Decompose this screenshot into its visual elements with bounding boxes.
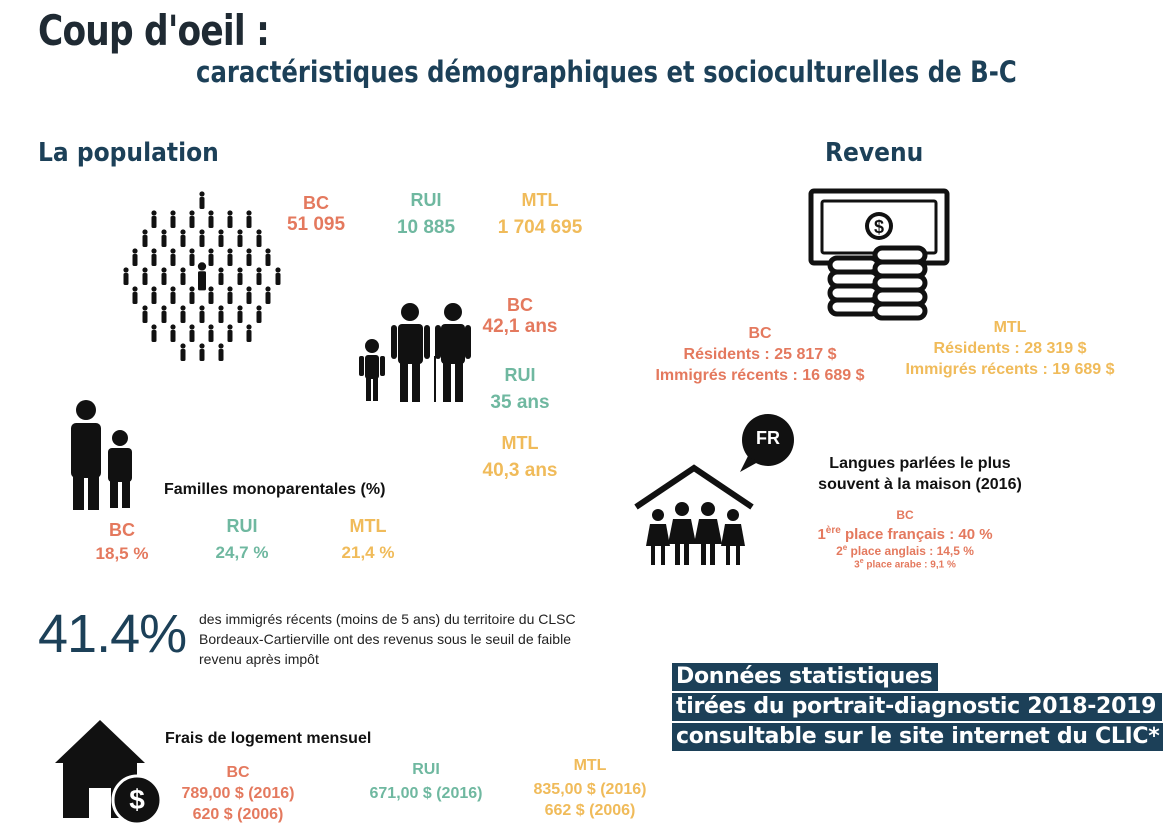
languages-bc-label: BC	[896, 508, 914, 522]
money-icon	[808, 188, 950, 328]
sp-bc-value: 18,5 %	[95, 544, 149, 563]
revenu-mtl	[895, 319, 1125, 379]
single-parent-heading: Familles monoparentales (%)	[164, 481, 386, 498]
languages-heading-line2: souvent à la maison (2016)	[818, 476, 1022, 493]
language-third-num: 3	[854, 559, 860, 571]
pop-mtl-label: MTL	[521, 190, 559, 210]
housing-bc-line1: 789,00 $ (2016)	[181, 785, 295, 802]
language-third	[790, 558, 1020, 570]
age-rui-label: RUI	[504, 365, 536, 385]
language-third-sup: e	[859, 558, 864, 565]
age-mtl	[478, 433, 562, 482]
sp-rui	[204, 516, 280, 563]
housing-bc-line2: 620 $ (2006)	[192, 806, 284, 823]
languages-heading-line1: Langues parlées le plus	[829, 455, 1011, 472]
revenu-section-title: Revenu	[825, 138, 924, 168]
svg-text:$: $	[873, 217, 885, 237]
pop-rui	[386, 190, 466, 239]
age-rui-value: 35 ans	[490, 392, 550, 413]
svg-text:$: $	[129, 784, 145, 815]
pop-rui-label: RUI	[410, 190, 442, 210]
housing-rui-line1: 671,00 $ (2016)	[369, 785, 483, 802]
sp-mtl-value: 21,4 %	[341, 543, 395, 562]
pop-bc-value: 51 095	[286, 214, 346, 235]
pop-mtl-value: 1 704 695	[497, 217, 583, 238]
age-mtl-label: MTL	[501, 433, 539, 453]
language-third-text: place arabe : 9,1 %	[863, 559, 956, 571]
housing-rui	[356, 761, 496, 803]
crowd-icon	[118, 192, 288, 367]
pop-bc	[278, 193, 354, 236]
low-income-text	[199, 609, 576, 669]
languages-list	[790, 508, 1020, 570]
single-parent-icon	[66, 400, 138, 510]
pop-bc-label: BC	[303, 193, 329, 213]
low-income-line3: revenu après impôt	[199, 651, 319, 667]
housing-heading: Frais de logement mensuel	[165, 730, 372, 747]
low-income-stat: 41.4%	[38, 604, 187, 664]
language-first-num: 1	[817, 526, 826, 543]
housing-bc	[168, 764, 308, 824]
low-income-line2: Bordeaux-Cartierville ont des revenus sous le seuil de faible	[199, 631, 571, 647]
family-age-icon	[355, 300, 475, 405]
language-second-sup: e	[842, 543, 848, 552]
low-income-line1: des immigrés récents (moins de 5 ans) du territoire du CLSC	[199, 611, 576, 627]
sp-bc	[84, 520, 160, 564]
housing-mtl-line2: 662 $ (2006)	[544, 802, 636, 819]
language-second	[790, 543, 1020, 558]
revenu-mtl-residents: Résidents : 28 319 $	[933, 340, 1087, 357]
revenu-bc-label: BC	[748, 325, 772, 342]
source-line1: Données statistiques	[672, 663, 938, 691]
housing-rui-label: RUI	[412, 761, 440, 778]
source-banner	[672, 664, 1163, 749]
language-second-num: 2	[836, 544, 843, 558]
language-bubble-label: FR	[756, 428, 780, 448]
page-title: Coup d'oeil :	[38, 6, 270, 55]
age-bc-label: BC	[507, 295, 533, 315]
source-line2: tirées du portrait-diagnostic 2018-2019	[672, 693, 1162, 721]
age-mtl-value: 40,3 ans	[482, 460, 558, 481]
pop-mtl	[490, 190, 590, 239]
age-bc-value: 42,1 ans	[482, 316, 558, 337]
revenu-bc-residents: Résidents : 25 817 $	[683, 346, 837, 363]
revenu-bc-immigrants: Immigrés récents : 16 689 $	[655, 367, 865, 384]
languages-heading	[790, 453, 1050, 495]
age-bc	[478, 295, 562, 338]
housing-mtl-line1: 835,00 $ (2016)	[533, 781, 647, 798]
revenu-bc	[640, 325, 880, 385]
housing-bc-label: BC	[226, 764, 250, 781]
pop-rui-value: 10 885	[396, 217, 456, 238]
age-rui	[478, 365, 562, 414]
sp-mtl-label: MTL	[349, 516, 387, 536]
language-first-sup: ère	[825, 525, 841, 536]
language-second-text: place anglais : 14,5 %	[847, 544, 974, 558]
revenu-mtl-label: MTL	[993, 319, 1027, 336]
page-subtitle: caractéristiques démographiques et socioculturelles de B-C	[196, 55, 1017, 89]
sp-mtl	[330, 516, 406, 563]
population-section-title: La population	[38, 138, 219, 168]
house-dollar-icon	[55, 718, 163, 828]
revenu-mtl-immigrants: Immigrés récents : 19 689 $	[905, 361, 1115, 378]
sp-rui-label: RUI	[226, 516, 258, 536]
language-first	[790, 525, 1020, 543]
language-first-text: place français : 40 %	[840, 526, 993, 543]
sp-rui-value: 24,7 %	[215, 543, 269, 562]
sp-bc-label: BC	[109, 520, 135, 540]
housing-mtl	[520, 757, 660, 820]
housing-mtl-label: MTL	[573, 757, 607, 774]
source-line3: consultable sur le site internet du CLIC*	[672, 723, 1163, 751]
